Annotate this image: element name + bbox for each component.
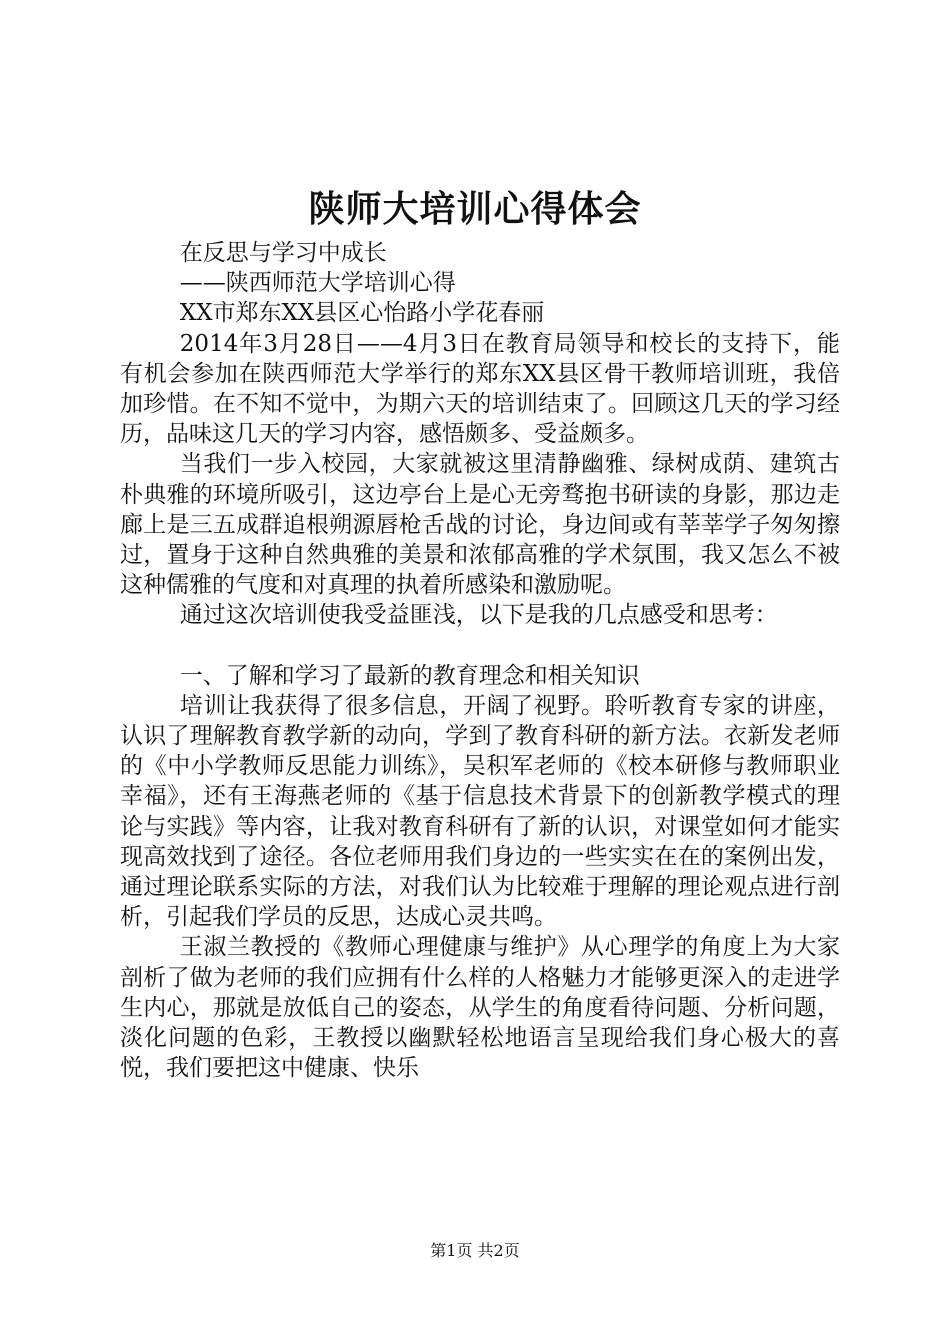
body-paragraph: 通过这次培训使我受益匪浅，以下是我的几点感受和思考：	[179, 602, 778, 629]
body-paragraph: 培训让我获得了很多信息，开阔了视野。聆听教育专家的讲座，认识了理解教育教学新的动向，学到了教育科研的新方法。衣新发老师的《中小学教师反思能力训练》，吴积军老师的《校本研修与教师职业幸福》，还有王海燕老师的《基于信息技术背景下的创新教学模式的理论与实践》等内容，让我对教育科研有了新的认识，对课堂如何才能实现高效找到了途径。各位老师用我们身边的一些实实在在的案例出发，通过理论联系实际的方法，对我们认为比较难于理解的理论观点进行剖析，引起我们学员的反思，达成心灵共鸣。	[120, 692, 840, 931]
section-heading: 一、了解和学习了最新的教育理念和相关知识	[179, 662, 640, 689]
author-line: XX市郑东XX县区心怡路小学花春丽	[179, 300, 545, 327]
body-paragraph: 当我们一步入校园，大家就被这里清静幽雅、绿树成荫、建筑古朴典雅的环境所吸引，这边亭台上是心无旁骛抱书研读的身影，那边走廊上是三五成群追根朔源唇枪舌战的讨论，身边间或有莘莘学子匆匆擦过，置身于这种自然典雅的美景和浓郁高雅的学术氛围，我又怎么不被这种儒雅的气度和对真理的执着所感染和激励呢。	[120, 451, 840, 599]
document-body	[120, 238, 840, 1083]
subtitle-source: ——陕西师范大学培训心得	[179, 270, 456, 297]
body-paragraph: 2014年3月28日——4月3日在教育局领导和校长的支持下，能有机会参加在陕西师范大学举行的郑东XX县区骨干教师培训班，我倍加珍惜。在不知不觉中，为期六天的培训结束了。回顾这几天的学习经历，品味这几天的学习内容，感悟颇多、受益颇多。	[120, 330, 840, 448]
subtitle: 在反思与学习中成长	[179, 240, 387, 266]
document-title: 陕师大培训心得体会	[308, 188, 642, 230]
body-paragraph: 王淑兰教授的《教师心理健康与维护》从心理学的角度上为大家剖析了做为老师的我们应拥有什么样的人格魅力才能够更深入的走进学生内心，那就是放低自己的姿态，从学生的角度看待问题、分析问题，淡化问题的色彩，王教授以幽默轻松地语言呈现给我们身心极大的喜悦，我们要把这中健康、快乐	[120, 934, 840, 1082]
page-footer: 第1页 共2页	[430, 1241, 520, 1260]
